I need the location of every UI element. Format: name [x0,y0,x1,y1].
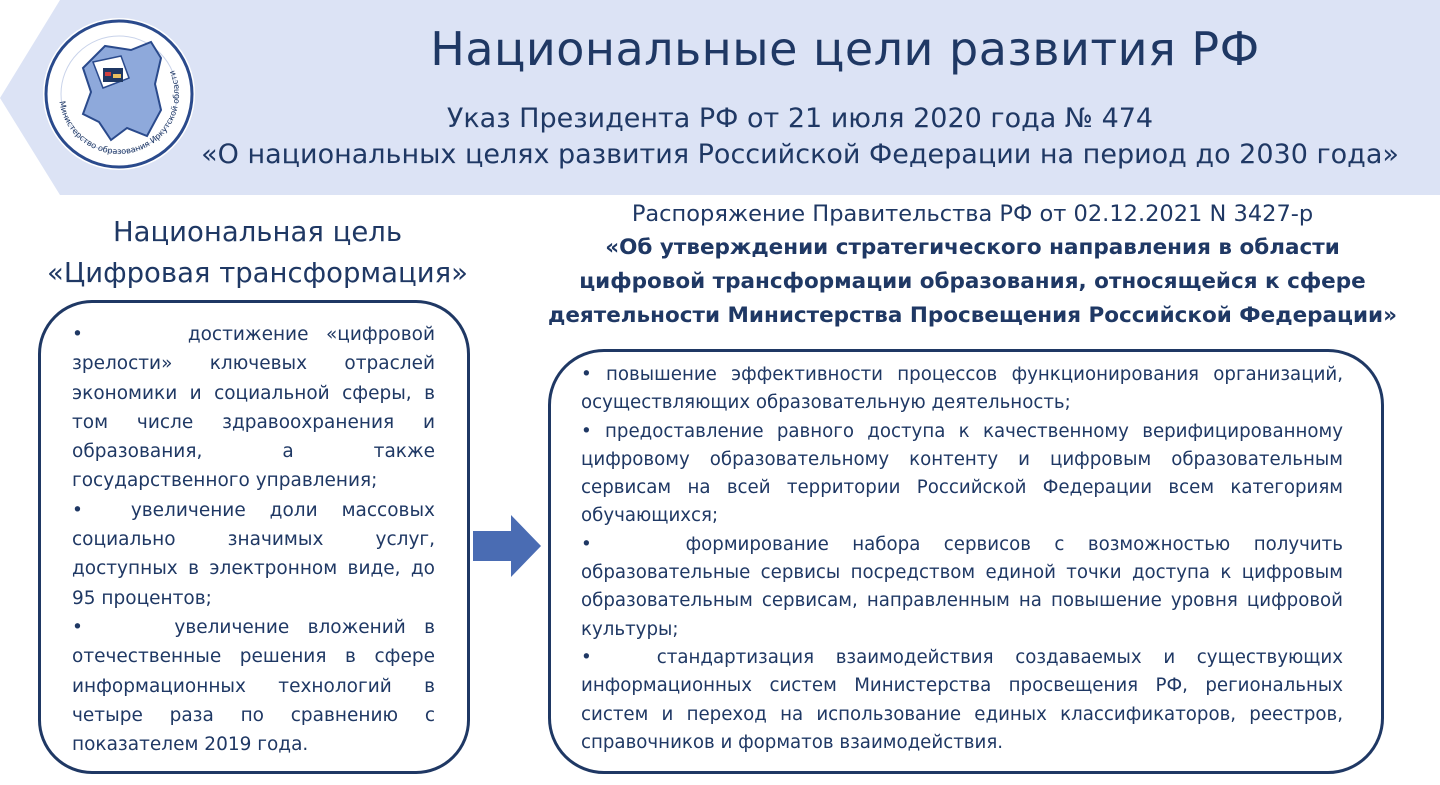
goal-bullet-2: • увеличение доли массовых социально значимых услуг, доступных в электронном виде, до 95 процентов; [72,499,435,609]
order-heading-line-1: Распоряжение Правительства РФ от 02.12.2021 N 3427-р [631,201,1314,227]
strategic-direction-box [548,349,1384,774]
direction-bullet-1: • повышение эффективности процессов функционирования организаций, осуществляющих образовательную деятельность; [581,364,1343,414]
order-heading-line-4: деятельности Министерства Просвещения Российской Федерации» [547,303,1398,328]
order-heading-line-2: «Об утверждении стратегического направления в области [605,235,1340,260]
direction-bullet-4: • стандартизация взаимодействия создаваемых и существующих информационных систем Министерства просвещения РФ, региональных систем и переход на использование единых классификаторов, реестров, справочников и форматов взаимодействия. [581,646,1343,753]
goal-bullet-1: • достижение «цифровой зрелости» ключевых отраслей экономики и социальной сферы, в том числе здравоохранения и образования, а также государственного управления; [72,324,435,492]
national-goal-heading [30,212,485,294]
decree-subtitle [160,101,1440,173]
page-title: Национальные цели развития РФ [430,22,1260,76]
right-arrow-icon [471,513,543,579]
decree-line-2: «О национальных целях развития Российской Федерации на период до 2030 года» [201,139,1399,170]
direction-bullet-2: • предоставление равного доступа к качественному верифицированному цифровому образовательному контенту и цифровым образовательным сервисам на всей территории Российской Федерации всем категориям обучающихся; [581,420,1343,527]
national-goal-heading-line-2: «Цифровая трансформация» [47,257,468,289]
order-heading-line-3: цифровой трансформации образования, относящейся к сфере [579,269,1366,294]
goal-bullet-3: • увеличение вложений в отечественные решения в сфере информационных технологий в четыре раза по сравнению с показателем 2019 года. [72,616,435,756]
government-order-heading [505,197,1440,333]
direction-bullet-3: • формирование набора сервисов с возможностью получить образовательные сервисы посредством единой точки доступа к цифровым образовательным сервисам, направленным на повышение уровня цифровой культуры; [581,533,1343,640]
national-goal-box [38,300,470,774]
national-goal-heading-line-1: Национальная цель [112,216,403,248]
logo-ring-text: Министерство образования Иркутской области [57,69,182,157]
decree-line-1: Указ Президента РФ от 21 июля 2020 года № 474 [446,103,1154,134]
